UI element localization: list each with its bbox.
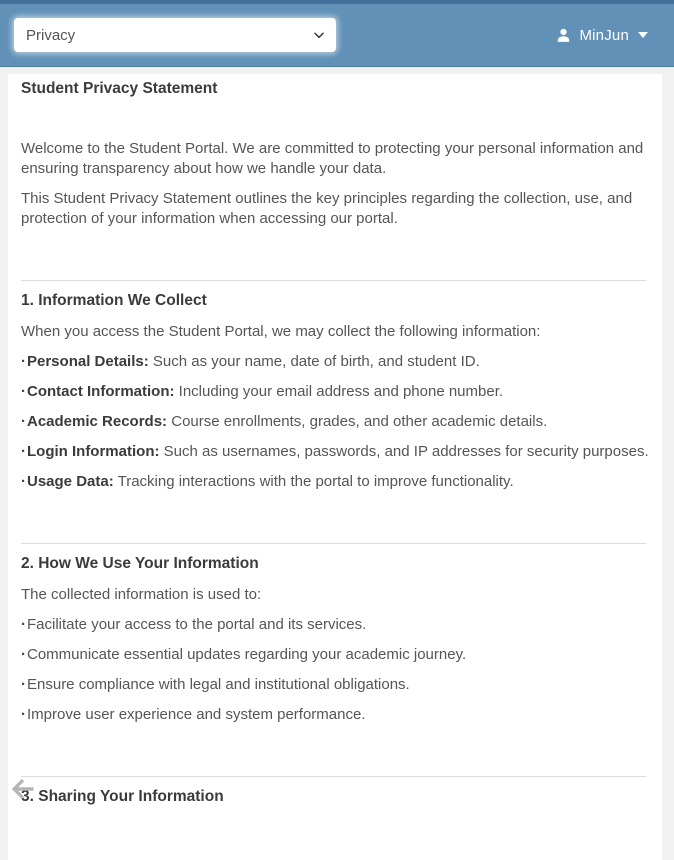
nav-select[interactable] xyxy=(14,18,336,52)
list-item-text: Tracking interactions with the portal to improve functionality. xyxy=(113,473,514,490)
list-item-text: Including your email address and phone number. xyxy=(174,383,504,400)
list-item xyxy=(13,382,654,402)
list-item xyxy=(13,615,654,635)
list-item xyxy=(13,472,654,492)
list-item-text: Facilitate your access to the portal and its services. xyxy=(27,616,367,633)
user-menu[interactable] xyxy=(555,27,648,44)
intro-paragraph: This Student Privacy Statement outlines the key principles regarding the collection, use, and protection of your information when accessing our portal. xyxy=(21,190,633,227)
section-sharing-your-information xyxy=(13,788,654,806)
list-item xyxy=(13,352,654,372)
section-how-we-use-your-information xyxy=(13,555,654,725)
section-heading: 1. Information We Collect xyxy=(21,292,207,309)
arrow-left-icon xyxy=(9,775,37,803)
topbar xyxy=(0,0,674,67)
list-item xyxy=(13,412,654,432)
list-item-text: Ensure compliance with legal and institutional obligations. xyxy=(27,676,410,693)
list-item-label: Personal Details: xyxy=(27,353,149,370)
list-item xyxy=(13,442,654,462)
list-item-text: Such as usernames, passwords, and IP addresses for security purposes. xyxy=(159,443,649,460)
list-item xyxy=(13,645,654,665)
list-item-text: Course enrollments, grades, and other academic details. xyxy=(167,413,548,430)
section-divider xyxy=(21,543,646,544)
nav-select-wrap xyxy=(14,18,336,52)
list-item-text: Improve user experience and system performance. xyxy=(27,706,366,723)
user-name: MinJun xyxy=(579,26,629,44)
section-lead: When you access the Student Portal, we may collect the following information: xyxy=(21,323,541,340)
page-title: Student Privacy Statement xyxy=(21,80,218,97)
list-item-label: Login Information: xyxy=(27,443,160,460)
caret-down-icon xyxy=(638,32,648,38)
back-button[interactable] xyxy=(9,775,37,803)
list-item-label: Academic Records: xyxy=(27,413,168,430)
list-item xyxy=(13,705,654,725)
section-information-we-collect xyxy=(13,292,654,492)
user-icon xyxy=(555,27,572,44)
section-divider xyxy=(21,776,646,777)
list-item-text: Communicate essential updates regarding your academic journey. xyxy=(27,646,467,663)
section-heading: 3. Sharing Your Information xyxy=(21,788,224,805)
content-gap xyxy=(0,67,674,74)
list-item-text: Such as your name, date of birth, and student ID. xyxy=(148,353,480,370)
list-item-label: Contact Information: xyxy=(27,383,175,400)
section-heading: 2. How We Use Your Information xyxy=(21,555,259,572)
section-lead: The collected information is used to: xyxy=(21,586,262,603)
list-item-label: Usage Data: xyxy=(27,473,114,490)
privacy-statement-page xyxy=(8,74,662,860)
list-item xyxy=(13,675,654,695)
intro-paragraph: Welcome to the Student Portal. We are committed to protecting your personal information and ensuring transparency about how we handle your data. xyxy=(21,140,644,177)
section-divider xyxy=(21,280,646,281)
